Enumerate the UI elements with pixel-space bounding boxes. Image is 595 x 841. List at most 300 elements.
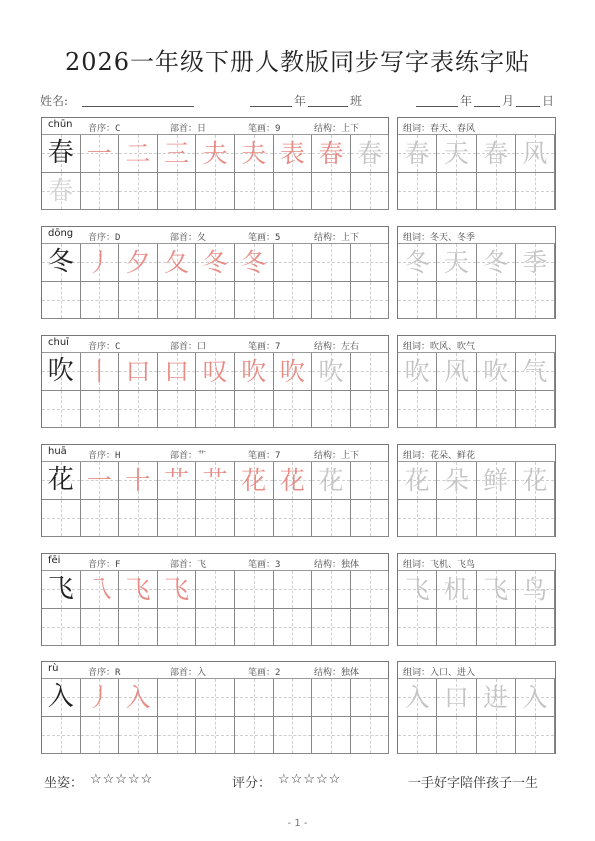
grid-cell[interactable] — [516, 500, 555, 538]
grid-cell[interactable] — [235, 609, 274, 647]
practice-char: 花 — [318, 465, 344, 495]
jiegou-text: 结构：上下 — [314, 233, 360, 243]
word-char-cell[interactable] — [398, 353, 437, 391]
grid-cell[interactable] — [351, 679, 390, 717]
word-grid — [398, 135, 555, 210]
practice-char: 花 — [404, 465, 430, 495]
practice-char: 风 — [443, 356, 469, 386]
grid-cell[interactable] — [437, 173, 476, 211]
grid-cell[interactable] — [437, 717, 476, 755]
practice-char: 入 — [47, 682, 74, 713]
grid-cell[interactable] — [351, 173, 390, 211]
jiegou-text: 结构：上下 — [314, 124, 360, 134]
grid-cell[interactable] — [437, 282, 476, 320]
word-char-cell[interactable] — [437, 135, 476, 173]
grid-cell[interactable] — [42, 391, 81, 429]
model-char-cell[interactable] — [42, 462, 81, 500]
grid-cell[interactable] — [312, 571, 351, 609]
stroke-order-cell[interactable] — [274, 353, 313, 391]
grid-cell[interactable] — [516, 717, 555, 755]
bihua-text: 笔画：7 — [248, 342, 281, 352]
word-panel — [397, 226, 556, 319]
practice-char: 春 — [483, 138, 509, 168]
bushou-text: 部首：口 — [170, 342, 207, 352]
char-block-5 — [41, 661, 556, 754]
stroke-order-cell[interactable] — [196, 135, 235, 173]
bushou-text: 部首：日 — [170, 124, 207, 134]
grid-cell[interactable] — [81, 391, 120, 429]
stroke-order-cell[interactable] — [158, 462, 197, 500]
grid-cell[interactable] — [235, 571, 274, 609]
grid-cell[interactable] — [81, 609, 120, 647]
grid-cell[interactable] — [312, 609, 351, 647]
word-char-cell[interactable] — [398, 571, 437, 609]
grid-cell[interactable] — [274, 391, 313, 429]
motto: 一手好字陪伴孩子一生 — [408, 776, 539, 791]
grid-cell[interactable] — [235, 500, 274, 538]
bihua-text: 笔画：7 — [248, 451, 281, 461]
word-char-cell[interactable] — [516, 679, 555, 717]
char-header — [42, 118, 388, 135]
class-label: 班 — [350, 94, 363, 108]
grid-cell[interactable] — [274, 679, 313, 717]
practice-char: 丨 — [86, 356, 112, 386]
practice-char: 一 — [86, 138, 112, 168]
yinxu-text: 音序：R — [88, 668, 121, 678]
grid-cell[interactable] — [119, 500, 158, 538]
practice-char: 飞 — [404, 574, 430, 604]
word-grid — [398, 244, 555, 319]
practice-char: 一 — [86, 465, 112, 495]
word-grid — [398, 462, 555, 537]
practice-char: 口 — [443, 682, 469, 712]
grid-cell[interactable] — [312, 282, 351, 320]
practice-grid — [42, 679, 388, 754]
grid-cell[interactable] — [119, 609, 158, 647]
grid-cell[interactable] — [81, 717, 120, 755]
practice-char: 入 — [404, 682, 430, 712]
word-char-cell[interactable] — [437, 353, 476, 391]
grid-cell[interactable] — [81, 173, 120, 211]
grid-cell[interactable] — [42, 717, 81, 755]
practice-char: 天 — [443, 138, 469, 168]
practice-char: 入 — [522, 682, 548, 712]
score-label: 评分： — [232, 776, 272, 791]
grid-cell[interactable] — [351, 609, 390, 647]
practice-char: 三 — [164, 138, 190, 168]
word-panel — [397, 335, 556, 428]
zuci-text: 组词：花朵、鲜花 — [403, 451, 476, 461]
practice-char: 朵 — [443, 465, 469, 495]
practice-char: 夕 — [125, 247, 151, 277]
grid-cell[interactable] — [158, 391, 197, 429]
grid-cell[interactable] — [235, 282, 274, 320]
stroke-order-cell[interactable] — [119, 462, 158, 500]
grid-cell[interactable] — [351, 244, 390, 282]
grid-cell[interactable] — [312, 391, 351, 429]
practice-char: 乁 — [86, 574, 112, 604]
date-month-label: 月 — [502, 94, 515, 108]
grid-cell[interactable] — [477, 282, 516, 320]
grid-cell[interactable] — [477, 391, 516, 429]
stroke-order-cell[interactable] — [196, 244, 235, 282]
practice-char: 飞 — [164, 574, 190, 604]
practice-char: 天 — [443, 247, 469, 277]
char-panel — [41, 226, 389, 319]
practice-char: 夫 — [202, 138, 228, 168]
grid-cell[interactable] — [81, 282, 120, 320]
grid-cell[interactable] — [196, 500, 235, 538]
model-char-cell[interactable] — [42, 353, 81, 391]
stroke-order-cell[interactable] — [312, 462, 351, 500]
grid-cell[interactable] — [42, 282, 81, 320]
practice-char: 进 — [483, 682, 509, 712]
word-grid — [398, 353, 555, 428]
bushou-text: 部首：夂 — [170, 233, 207, 243]
stroke-order-cell[interactable] — [119, 571, 158, 609]
grid-cell[interactable] — [516, 282, 555, 320]
trace-cell[interactable] — [42, 173, 81, 211]
grid-cell[interactable] — [119, 391, 158, 429]
grid-cell[interactable] — [235, 391, 274, 429]
grid-cell[interactable] — [398, 391, 437, 429]
grid-cell[interactable] — [398, 173, 437, 211]
grid-cell[interactable] — [477, 173, 516, 211]
practice-char: 艹 — [164, 465, 190, 495]
grid-cell[interactable] — [351, 391, 390, 429]
practice-char: 冬 — [483, 247, 509, 277]
practice-char: 吹 — [241, 356, 267, 386]
grid-cell[interactable] — [274, 571, 313, 609]
score-stars[interactable]: ☆☆☆☆☆ — [278, 772, 342, 787]
stroke-order-cell[interactable] — [81, 462, 120, 500]
practice-char: 飞 — [47, 574, 74, 605]
practice-grid — [42, 353, 388, 428]
stroke-order-cell[interactable] — [81, 679, 120, 717]
stroke-order-cell[interactable] — [351, 135, 390, 173]
stroke-order-cell[interactable] — [274, 135, 313, 173]
model-char-cell[interactable] — [42, 679, 81, 717]
grid-cell[interactable] — [42, 609, 81, 647]
word-panel — [397, 444, 556, 537]
bushou-text: 部首：入 — [170, 668, 207, 678]
word-char-cell[interactable] — [437, 679, 476, 717]
grid-cell[interactable] — [119, 717, 158, 755]
stroke-order-cell[interactable] — [158, 135, 197, 173]
grid-cell[interactable] — [119, 173, 158, 211]
word-header — [398, 662, 555, 679]
pinyin-text: chuī — [48, 337, 69, 348]
grid-cell[interactable] — [274, 500, 313, 538]
grid-cell[interactable] — [351, 282, 390, 320]
word-char-cell[interactable] — [398, 135, 437, 173]
grid-cell[interactable] — [158, 609, 197, 647]
grid-cell[interactable] — [158, 717, 197, 755]
practice-char: 春 — [48, 176, 74, 206]
practice-char: 花 — [47, 465, 74, 496]
bihua-text: 笔画：3 — [248, 560, 281, 570]
char-header — [42, 554, 388, 571]
grid-cell[interactable] — [351, 353, 390, 391]
date-day-label: 日 — [542, 94, 555, 108]
grid-cell[interactable] — [312, 679, 351, 717]
yinxu-text: 音序：D — [88, 233, 121, 243]
stroke-order-cell[interactable] — [158, 353, 197, 391]
word-char-cell[interactable] — [516, 571, 555, 609]
grid-cell[interactable] — [235, 173, 274, 211]
practice-char: 夂 — [164, 247, 190, 277]
stroke-order-cell[interactable] — [235, 135, 274, 173]
word-panel — [397, 661, 556, 754]
grid-cell[interactable] — [274, 717, 313, 755]
practice-char: 叹 — [202, 356, 228, 386]
word-char-cell[interactable] — [398, 244, 437, 282]
practice-grid — [42, 571, 388, 646]
practice-char: 丿 — [86, 247, 112, 277]
practice-char: 入 — [125, 682, 151, 712]
practice-char: 十 — [125, 465, 151, 495]
word-char-cell[interactable] — [437, 244, 476, 282]
zuci-text: 组词：吹风、吹气 — [403, 342, 476, 352]
practice-char: 花 — [241, 465, 267, 495]
grid-cell[interactable] — [312, 500, 351, 538]
model-char-cell[interactable] — [42, 135, 81, 173]
posture-stars[interactable]: ☆☆☆☆☆ — [90, 772, 154, 787]
practice-char: 花 — [279, 465, 305, 495]
practice-char: 飞 — [125, 574, 151, 604]
word-char-cell[interactable] — [477, 244, 516, 282]
grid-cell[interactable] — [196, 717, 235, 755]
word-panel — [397, 553, 556, 646]
yinxu-text: 音序：H — [88, 451, 121, 461]
practice-char: 季 — [522, 247, 548, 277]
stroke-order-cell[interactable] — [119, 135, 158, 173]
practice-grid — [42, 462, 388, 537]
practice-char: 气 — [522, 356, 548, 386]
grid-cell[interactable] — [158, 173, 197, 211]
zuci-text: 组词：飞机、飞鸟 — [403, 560, 476, 570]
practice-char: 艹 — [202, 465, 228, 495]
grid-cell[interactable] — [235, 679, 274, 717]
grid-cell[interactable] — [351, 571, 390, 609]
practice-char: 冬 — [241, 247, 267, 277]
grid-cell[interactable] — [158, 500, 197, 538]
grid-cell[interactable] — [516, 391, 555, 429]
name-label: 姓名: — [40, 94, 69, 108]
bushou-text: 部首：艹 — [170, 451, 207, 461]
grid-cell[interactable] — [81, 500, 120, 538]
practice-char: 春 — [404, 138, 430, 168]
grid-cell[interactable] — [274, 173, 313, 211]
stroke-order-cell[interactable] — [158, 244, 197, 282]
stroke-order-cell[interactable] — [312, 135, 351, 173]
zuci-text: 组词：入口、进入 — [403, 668, 476, 678]
pinyin-text: dōng — [48, 228, 74, 239]
char-header — [42, 227, 388, 244]
practice-char: 鸟 — [522, 574, 548, 604]
grid-cell[interactable] — [196, 282, 235, 320]
practice-char: 吹 — [279, 356, 305, 386]
practice-char: 表 — [279, 138, 305, 168]
grid-cell[interactable] — [312, 244, 351, 282]
grid-cell[interactable] — [274, 282, 313, 320]
grid-cell[interactable] — [516, 173, 555, 211]
grid-cell[interactable] — [119, 282, 158, 320]
word-char-cell[interactable] — [516, 135, 555, 173]
stroke-order-cell[interactable] — [274, 462, 313, 500]
practice-char: 春 — [357, 138, 383, 168]
grid-cell[interactable] — [312, 717, 351, 755]
year-label: 年 — [294, 94, 307, 108]
grid-cell[interactable] — [477, 500, 516, 538]
grid-cell[interactable] — [42, 500, 81, 538]
grid-cell[interactable] — [437, 609, 476, 647]
grid-cell[interactable] — [196, 609, 235, 647]
zuci-text: 组词：春天、春风 — [403, 124, 476, 134]
practice-char: 春 — [318, 138, 344, 168]
stroke-order-cell[interactable] — [81, 244, 120, 282]
stroke-order-cell[interactable] — [235, 462, 274, 500]
stroke-order-cell[interactable] — [196, 353, 235, 391]
practice-char: 吹 — [404, 356, 430, 386]
char-panel — [41, 444, 389, 537]
practice-char: 冬 — [47, 247, 74, 278]
word-header — [398, 118, 555, 135]
char-panel — [41, 117, 389, 210]
grid-cell[interactable] — [312, 173, 351, 211]
grid-cell[interactable] — [274, 609, 313, 647]
info-row — [40, 90, 560, 112]
grid-cell[interactable] — [235, 717, 274, 755]
practice-char: 口 — [164, 356, 190, 386]
bihua-text: 笔画：9 — [248, 124, 281, 134]
practice-char: 二 — [125, 138, 151, 168]
practice-char: 鲜 — [483, 465, 509, 495]
grid-cell[interactable] — [196, 391, 235, 429]
grid-cell[interactable] — [477, 609, 516, 647]
yinxu-text: 音序：F — [88, 560, 121, 570]
practice-char: 丿 — [86, 682, 112, 712]
char-header — [42, 662, 388, 679]
practice-char: 春 — [47, 138, 74, 169]
grid-cell[interactable] — [398, 500, 437, 538]
char-block-3 — [41, 444, 556, 537]
stroke-order-cell[interactable] — [119, 353, 158, 391]
model-char-cell[interactable] — [42, 571, 81, 609]
practice-char: 风 — [522, 138, 548, 168]
word-char-cell[interactable] — [516, 353, 555, 391]
grid-cell[interactable] — [196, 173, 235, 211]
word-grid — [398, 679, 555, 754]
word-char-cell[interactable] — [437, 462, 476, 500]
practice-char: 冬 — [202, 247, 228, 277]
bihua-text: 笔画：5 — [248, 233, 281, 243]
page-title: 2026一年级下册人教版同步写字表练字贴 — [64, 48, 531, 76]
grid-cell[interactable] — [158, 679, 197, 717]
stroke-order-cell[interactable] — [81, 571, 120, 609]
grid-cell[interactable] — [158, 282, 197, 320]
grid-cell[interactable] — [196, 571, 235, 609]
word-char-cell[interactable] — [477, 135, 516, 173]
practice-char: 飞 — [483, 574, 509, 604]
practice-char: 机 — [443, 574, 469, 604]
word-char-cell[interactable] — [516, 462, 555, 500]
practice-char: 口 — [125, 356, 151, 386]
practice-char: 吹 — [483, 356, 509, 386]
stroke-order-cell[interactable] — [235, 353, 274, 391]
word-char-cell[interactable] — [477, 571, 516, 609]
practice-grid — [42, 244, 388, 319]
grid-cell[interactable] — [398, 282, 437, 320]
grid-cell[interactable] — [437, 391, 476, 429]
stroke-order-cell[interactable] — [81, 353, 120, 391]
word-char-cell[interactable] — [477, 462, 516, 500]
grid-cell[interactable] — [274, 244, 313, 282]
grid-cell[interactable] — [437, 500, 476, 538]
zuci-text: 组词：冬天、冬季 — [403, 233, 476, 243]
model-char-cell[interactable] — [42, 244, 81, 282]
grid-cell[interactable] — [398, 609, 437, 647]
char-panel — [41, 335, 389, 428]
stroke-order-cell[interactable] — [196, 462, 235, 500]
char-panel — [41, 553, 389, 646]
char-panel — [41, 661, 389, 754]
practice-char: 冬 — [404, 247, 430, 277]
grid-cell[interactable] — [351, 500, 390, 538]
word-char-cell[interactable] — [477, 353, 516, 391]
grid-cell[interactable] — [398, 717, 437, 755]
word-char-cell[interactable] — [398, 679, 437, 717]
word-grid — [398, 571, 555, 646]
pinyin-text: huā — [48, 446, 67, 457]
bihua-text: 笔画：2 — [248, 668, 281, 678]
word-char-cell[interactable] — [437, 571, 476, 609]
stroke-order-cell[interactable] — [119, 679, 158, 717]
word-char-cell[interactable] — [398, 462, 437, 500]
char-block-0 — [41, 117, 556, 210]
pinyin-text: chūn — [48, 119, 73, 130]
practice-char: 吹 — [47, 356, 74, 387]
pinyin-text: rù — [48, 663, 59, 674]
grid-cell[interactable] — [351, 462, 390, 500]
stroke-order-cell[interactable] — [158, 571, 197, 609]
grid-cell[interactable] — [516, 609, 555, 647]
word-char-cell[interactable] — [477, 679, 516, 717]
word-header — [398, 554, 555, 571]
stroke-order-cell[interactable] — [235, 244, 274, 282]
date-year-label: 年 — [460, 94, 473, 108]
stroke-order-cell[interactable] — [312, 353, 351, 391]
char-block-1 — [41, 226, 556, 319]
word-header — [398, 227, 555, 244]
word-char-cell[interactable] — [516, 244, 555, 282]
stroke-order-cell[interactable] — [81, 135, 120, 173]
pinyin-text: fēi — [48, 555, 61, 566]
yinxu-text: 音序：C — [88, 124, 121, 134]
char-header — [42, 336, 388, 353]
jiegou-text: 结构：上下 — [314, 451, 360, 461]
practice-char: 花 — [522, 465, 548, 495]
jiegou-text: 结构：独体 — [314, 668, 360, 678]
char-block-4 — [41, 553, 556, 646]
posture-label: 坐姿： — [44, 776, 84, 791]
practice-char: 夫 — [241, 138, 267, 168]
practice-grid — [42, 135, 388, 210]
grid-cell[interactable] — [351, 717, 390, 755]
stroke-order-cell[interactable] — [119, 244, 158, 282]
grid-cell[interactable] — [196, 679, 235, 717]
grid-cell[interactable] — [477, 717, 516, 755]
